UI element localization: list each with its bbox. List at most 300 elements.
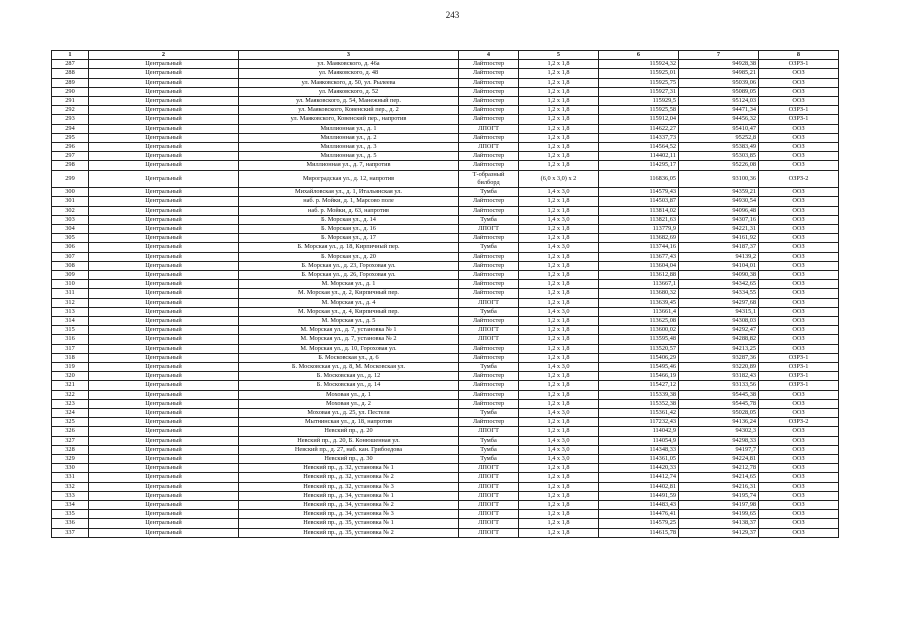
x-coordinate-cell: 114361,05 bbox=[599, 455, 679, 464]
x-coordinate-cell: 114412,74 bbox=[599, 473, 679, 482]
address-cell: Мытнинская ул., д. 18, напротив bbox=[239, 418, 459, 427]
y-coordinate-cell: 94136,24 bbox=[679, 418, 759, 427]
table-row bbox=[52, 197, 839, 206]
y-coordinate-cell: 93220,89 bbox=[679, 363, 759, 372]
table-row bbox=[52, 261, 839, 270]
construction-type-cell: Лайтпостер bbox=[459, 418, 519, 427]
zone-cell: ООЗ bbox=[759, 252, 839, 261]
row-number-cell: 318 bbox=[52, 353, 89, 362]
row-number-cell: 308 bbox=[52, 261, 89, 270]
construction-type-cell: ЛПОГТ bbox=[459, 473, 519, 482]
x-coordinate-cell: 115495,46 bbox=[599, 363, 679, 372]
size-cell: 1,2 х 1,8 bbox=[519, 418, 599, 427]
district-cell: Центральный bbox=[89, 445, 239, 454]
x-coordinate-cell: 113680,32 bbox=[599, 289, 679, 298]
construction-type-cell: Тумба bbox=[459, 436, 519, 445]
zone-cell: ООЗ bbox=[759, 243, 839, 252]
zone-cell: ОЗРЗ-1 bbox=[759, 381, 839, 390]
table-row bbox=[52, 106, 839, 115]
y-coordinate-cell: 94213,25 bbox=[679, 344, 759, 353]
address-cell: Б. Московская ул., д. 6 bbox=[239, 353, 459, 362]
zone-cell: ООЗ bbox=[759, 399, 839, 408]
address-cell: Невский пр., д. 32, установка № 3 bbox=[239, 482, 459, 491]
x-coordinate-cell: 113667,1 bbox=[599, 280, 679, 289]
district-cell: Центральный bbox=[89, 381, 239, 390]
construction-type-cell: Лайтпостер bbox=[459, 133, 519, 142]
district-cell: Центральный bbox=[89, 152, 239, 161]
size-cell: 1,2 х 1,8 bbox=[519, 197, 599, 206]
size-cell: 1,2 х 1,8 bbox=[519, 133, 599, 142]
table-row bbox=[52, 455, 839, 464]
zone-cell: ООЗ bbox=[759, 234, 839, 243]
row-number-cell: 325 bbox=[52, 418, 89, 427]
x-coordinate-cell: 114402,81 bbox=[599, 482, 679, 491]
construction-type-cell: ЛПОГТ bbox=[459, 528, 519, 537]
construction-type-cell: Лайтпостер bbox=[459, 87, 519, 96]
x-coordinate-cell: 115406,29 bbox=[599, 353, 679, 362]
zone-cell: ООЗ bbox=[759, 344, 839, 353]
zone-cell: ООЗ bbox=[759, 97, 839, 106]
row-number-cell: 294 bbox=[52, 124, 89, 133]
table-row bbox=[52, 60, 839, 69]
size-cell: 1,4 х 3,0 bbox=[519, 243, 599, 252]
address-cell: ул. Маяковского, д. 54, Манежный пер. bbox=[239, 97, 459, 106]
construction-type-cell: Лайтпостер bbox=[459, 78, 519, 87]
district-cell: Центральный bbox=[89, 510, 239, 519]
table-header-row bbox=[52, 51, 839, 60]
district-cell: Центральный bbox=[89, 344, 239, 353]
table-row bbox=[52, 161, 839, 170]
x-coordinate-cell: 115924,32 bbox=[599, 60, 679, 69]
size-cell: 1,2 х 1,8 bbox=[519, 106, 599, 115]
size-cell: 1,2 х 1,8 bbox=[519, 316, 599, 325]
y-coordinate-cell: 94297,68 bbox=[679, 298, 759, 307]
zone-cell: ООЗ bbox=[759, 455, 839, 464]
row-number-cell: 323 bbox=[52, 399, 89, 408]
address-cell: Моховая ул., д. 2 bbox=[239, 399, 459, 408]
construction-type-cell: ЛПОГТ bbox=[459, 298, 519, 307]
address-cell: Моховая ул., д. 25, ул. Пестеля bbox=[239, 409, 459, 418]
size-cell: 1,2 х 1,8 bbox=[519, 270, 599, 279]
row-number-cell: 307 bbox=[52, 252, 89, 261]
address-cell: Невский пр., д. 20, Б. Конюшенная ул. bbox=[239, 436, 459, 445]
column-header: 6 bbox=[599, 51, 679, 60]
construction-type-cell: ЛПОГТ bbox=[459, 335, 519, 344]
x-coordinate-cell: 113779,9 bbox=[599, 224, 679, 233]
x-coordinate-cell: 113677,43 bbox=[599, 252, 679, 261]
table-row bbox=[52, 133, 839, 142]
table-row bbox=[52, 252, 839, 261]
table-row bbox=[52, 510, 839, 519]
size-cell: 1,2 х 1,8 bbox=[519, 206, 599, 215]
district-cell: Центральный bbox=[89, 418, 239, 427]
size-cell: 1,2 х 1,8 bbox=[519, 78, 599, 87]
row-number-cell: 300 bbox=[52, 188, 89, 197]
y-coordinate-cell: 94129,37 bbox=[679, 528, 759, 537]
table-row bbox=[52, 87, 839, 96]
x-coordinate-cell: 113520,57 bbox=[599, 344, 679, 353]
row-number-cell: 334 bbox=[52, 501, 89, 510]
construction-type-cell: ЛПОГТ bbox=[459, 491, 519, 500]
construction-type-cell: Лайтпостер bbox=[459, 60, 519, 69]
x-coordinate-cell: 115925,01 bbox=[599, 69, 679, 78]
district-cell: Центральный bbox=[89, 280, 239, 289]
row-number-cell: 322 bbox=[52, 390, 89, 399]
x-coordinate-cell: 114348,33 bbox=[599, 445, 679, 454]
table-row bbox=[52, 152, 839, 161]
y-coordinate-cell: 94302,3 bbox=[679, 427, 759, 436]
size-cell: 1,2 х 1,8 bbox=[519, 261, 599, 270]
zone-cell: ООЗ bbox=[759, 335, 839, 344]
district-cell: Центральный bbox=[89, 87, 239, 96]
table-row bbox=[52, 115, 839, 124]
row-number-cell: 292 bbox=[52, 106, 89, 115]
construction-type-cell: Лайтпостер bbox=[459, 270, 519, 279]
row-number-cell: 310 bbox=[52, 280, 89, 289]
construction-type-cell: Лайтпостер bbox=[459, 381, 519, 390]
x-coordinate-cell: 114337,73 bbox=[599, 133, 679, 142]
y-coordinate-cell: 95303,85 bbox=[679, 152, 759, 161]
address-cell: Мироградская ул., д. 12, напротив bbox=[239, 170, 459, 188]
address-cell: Б. Морская ул., д. 16 bbox=[239, 224, 459, 233]
size-cell: 1,2 х 1,8 bbox=[519, 152, 599, 161]
district-cell: Центральный bbox=[89, 161, 239, 170]
district-cell: Центральный bbox=[89, 399, 239, 408]
y-coordinate-cell: 93100,36 bbox=[679, 170, 759, 188]
table-row bbox=[52, 188, 839, 197]
address-cell: Миллионная ул., д. 7, напротив bbox=[239, 161, 459, 170]
row-number-cell: 311 bbox=[52, 289, 89, 298]
size-cell: 1,2 х 1,8 bbox=[519, 124, 599, 133]
y-coordinate-cell: 94471,34 bbox=[679, 106, 759, 115]
table-row bbox=[52, 124, 839, 133]
district-cell: Центральный bbox=[89, 335, 239, 344]
x-coordinate-cell: 114615,78 bbox=[599, 528, 679, 537]
y-coordinate-cell: 94090,38 bbox=[679, 270, 759, 279]
x-coordinate-cell: 114564,52 bbox=[599, 143, 679, 152]
zone-cell: ООЗ bbox=[759, 206, 839, 215]
row-number-cell: 324 bbox=[52, 409, 89, 418]
construction-type-cell: ЛПОГТ bbox=[459, 519, 519, 528]
size-cell: 1,2 х 1,8 bbox=[519, 501, 599, 510]
construction-type-cell: Лайтпостер bbox=[459, 261, 519, 270]
construction-type-cell: Лайтпостер bbox=[459, 97, 519, 106]
size-cell: 1,2 х 1,8 bbox=[519, 510, 599, 519]
construction-type-cell: Лайтпостер bbox=[459, 197, 519, 206]
table-row bbox=[52, 501, 839, 510]
row-number-cell: 313 bbox=[52, 307, 89, 316]
district-cell: Центральный bbox=[89, 188, 239, 197]
y-coordinate-cell: 94199,65 bbox=[679, 510, 759, 519]
zone-cell: ООЗ bbox=[759, 133, 839, 142]
size-cell: 1,4 х 3,0 bbox=[519, 409, 599, 418]
district-cell: Центральный bbox=[89, 482, 239, 491]
x-coordinate-cell: 113744,16 bbox=[599, 243, 679, 252]
district-cell: Центральный bbox=[89, 243, 239, 252]
row-number-cell: 297 bbox=[52, 152, 89, 161]
size-cell: 1,4 х 3,0 bbox=[519, 188, 599, 197]
zone-cell: ООЗ bbox=[759, 289, 839, 298]
size-cell: 1,2 х 1,8 bbox=[519, 427, 599, 436]
table-row bbox=[52, 143, 839, 152]
x-coordinate-cell: 115427,12 bbox=[599, 381, 679, 390]
size-cell: 1,2 х 1,8 bbox=[519, 528, 599, 537]
district-cell: Центральный bbox=[89, 427, 239, 436]
table-row bbox=[52, 363, 839, 372]
column-header: 3 bbox=[239, 51, 459, 60]
size-cell: 1,4 х 3,0 bbox=[519, 215, 599, 224]
district-cell: Центральный bbox=[89, 436, 239, 445]
construction-type-cell: Тумба bbox=[459, 445, 519, 454]
construction-type-cell: Тумба bbox=[459, 455, 519, 464]
x-coordinate-cell: 113639,45 bbox=[599, 298, 679, 307]
size-cell: 1,2 х 1,8 bbox=[519, 353, 599, 362]
size-cell: 1,4 х 3,0 bbox=[519, 455, 599, 464]
column-header: 4 bbox=[459, 51, 519, 60]
table-row bbox=[52, 344, 839, 353]
district-cell: Центральный bbox=[89, 289, 239, 298]
table-row bbox=[52, 316, 839, 325]
y-coordinate-cell: 94214,65 bbox=[679, 473, 759, 482]
table-row bbox=[52, 436, 839, 445]
y-coordinate-cell: 94359,21 bbox=[679, 188, 759, 197]
address-cell: Невский пр., д. 32, установка № 1 bbox=[239, 464, 459, 473]
zone-cell: ООЗ bbox=[759, 464, 839, 473]
construction-type-cell: Лайтпостер bbox=[459, 316, 519, 325]
x-coordinate-cell: 114491,59 bbox=[599, 491, 679, 500]
table-row bbox=[52, 427, 839, 436]
address-cell: Невский пр., д. 30 bbox=[239, 455, 459, 464]
size-cell: 1,2 х 1,8 bbox=[519, 280, 599, 289]
address-cell: М. Морская ул., д. 4, Кирпичный пер. bbox=[239, 307, 459, 316]
address-cell: Б. Морская ул., д. 14 bbox=[239, 215, 459, 224]
y-coordinate-cell: 95410,47 bbox=[679, 124, 759, 133]
district-cell: Центральный bbox=[89, 143, 239, 152]
size-cell: 1,2 х 1,8 bbox=[519, 224, 599, 233]
y-coordinate-cell: 95383,49 bbox=[679, 143, 759, 152]
table-row bbox=[52, 206, 839, 215]
district-cell: Центральный bbox=[89, 455, 239, 464]
y-coordinate-cell: 94288,82 bbox=[679, 335, 759, 344]
construction-type-cell: Лайтпостер bbox=[459, 372, 519, 381]
row-number-cell: 315 bbox=[52, 326, 89, 335]
zone-cell: ОЗРЗ-1 bbox=[759, 115, 839, 124]
district-cell: Центральный bbox=[89, 69, 239, 78]
y-coordinate-cell: 94096,48 bbox=[679, 206, 759, 215]
district-cell: Центральный bbox=[89, 106, 239, 115]
row-number-cell: 293 bbox=[52, 115, 89, 124]
y-coordinate-cell: 93133,56 bbox=[679, 381, 759, 390]
address-cell: М. Морская ул., д. 5 bbox=[239, 316, 459, 325]
zone-cell: ОЗРЗ-2 bbox=[759, 418, 839, 427]
table-row bbox=[52, 298, 839, 307]
zone-cell: ООЗ bbox=[759, 519, 839, 528]
district-cell: Центральный bbox=[89, 270, 239, 279]
district-cell: Центральный bbox=[89, 491, 239, 500]
district-cell: Центральный bbox=[89, 261, 239, 270]
row-number-cell: 301 bbox=[52, 197, 89, 206]
row-number-cell: 287 bbox=[52, 60, 89, 69]
x-coordinate-cell: 114483,43 bbox=[599, 501, 679, 510]
address-cell: М. Морская ул., д. 7, установка № 2 bbox=[239, 335, 459, 344]
zone-cell: ООЗ bbox=[759, 124, 839, 133]
district-cell: Центральный bbox=[89, 372, 239, 381]
zone-cell: ООЗ bbox=[759, 161, 839, 170]
zone-cell: ООЗ bbox=[759, 326, 839, 335]
size-cell: 1,2 х 1,8 bbox=[519, 289, 599, 298]
table-row bbox=[52, 234, 839, 243]
construction-type-cell: Лайтпостер bbox=[459, 252, 519, 261]
size-cell: 1,2 х 1,8 bbox=[519, 390, 599, 399]
address-cell: ул. Маяковского, д. 48 bbox=[239, 69, 459, 78]
size-cell: 1,2 х 1,8 bbox=[519, 491, 599, 500]
address-cell: ул. Маяковского, Ковенский пер., напротив bbox=[239, 115, 459, 124]
address-cell: наб. р. Мойки, д. 1, Марсово поле bbox=[239, 197, 459, 206]
zone-cell: ООЗ bbox=[759, 69, 839, 78]
row-number-cell: 321 bbox=[52, 381, 89, 390]
size-cell: 1,2 х 1,8 bbox=[519, 519, 599, 528]
construction-type-cell: Лайтпостер bbox=[459, 399, 519, 408]
zone-cell: ООЗ bbox=[759, 409, 839, 418]
x-coordinate-cell: 117232,43 bbox=[599, 418, 679, 427]
y-coordinate-cell: 94928,38 bbox=[679, 60, 759, 69]
address-cell: Б. Московская ул., д. 14 bbox=[239, 381, 459, 390]
district-cell: Центральный bbox=[89, 528, 239, 537]
table-row bbox=[52, 473, 839, 482]
district-cell: Центральный bbox=[89, 224, 239, 233]
table-row bbox=[52, 390, 839, 399]
x-coordinate-cell: 113682,69 bbox=[599, 234, 679, 243]
x-coordinate-cell: 114579,25 bbox=[599, 519, 679, 528]
row-number-cell: 295 bbox=[52, 133, 89, 142]
district-cell: Центральный bbox=[89, 519, 239, 528]
x-coordinate-cell: 113595,48 bbox=[599, 335, 679, 344]
y-coordinate-cell: 94138,37 bbox=[679, 519, 759, 528]
row-number-cell: 296 bbox=[52, 143, 89, 152]
zone-cell: ОЗРЗ-1 bbox=[759, 372, 839, 381]
page-number: 243 bbox=[445, 10, 460, 20]
district-cell: Центральный bbox=[89, 501, 239, 510]
y-coordinate-cell: 93182,43 bbox=[679, 372, 759, 381]
zone-cell: ООЗ bbox=[759, 270, 839, 279]
construction-type-cell: Лайтпостер bbox=[459, 152, 519, 161]
address-cell: Б. Морская ул., д. 26, Гороховая ул. bbox=[239, 270, 459, 279]
address-cell: ул. Маяковского, д. 52 bbox=[239, 87, 459, 96]
y-coordinate-cell: 94930,54 bbox=[679, 197, 759, 206]
table-row bbox=[52, 464, 839, 473]
district-cell: Центральный bbox=[89, 124, 239, 133]
column-header: 8 bbox=[759, 51, 839, 60]
construction-type-cell: Лайтпостер bbox=[459, 106, 519, 115]
y-coordinate-cell: 94104,01 bbox=[679, 261, 759, 270]
address-cell: Миллионная ул., д. 1 bbox=[239, 124, 459, 133]
address-cell: ул. Маяковского, д. 50, ул. Рылеева bbox=[239, 78, 459, 87]
y-coordinate-cell: 94334,55 bbox=[679, 289, 759, 298]
table-row bbox=[52, 519, 839, 528]
district-cell: Центральный bbox=[89, 206, 239, 215]
table-row bbox=[52, 270, 839, 279]
y-coordinate-cell: 95445,78 bbox=[679, 399, 759, 408]
district-cell: Центральный bbox=[89, 307, 239, 316]
address-cell: Невский пр., д. 32, установка № 2 bbox=[239, 473, 459, 482]
row-number-cell: 291 bbox=[52, 97, 89, 106]
address-cell: наб. р. Мойки, д. 63, напротив bbox=[239, 206, 459, 215]
y-coordinate-cell: 94197,98 bbox=[679, 501, 759, 510]
address-cell: М. Морская ул., д. 2, Кирпичный пер. bbox=[239, 289, 459, 298]
x-coordinate-cell: 115912,04 bbox=[599, 115, 679, 124]
y-coordinate-cell: 95028,05 bbox=[679, 409, 759, 418]
size-cell: 1,2 х 1,8 bbox=[519, 115, 599, 124]
table-row bbox=[52, 215, 839, 224]
table-row bbox=[52, 97, 839, 106]
size-cell: 1,4 х 3,0 bbox=[519, 363, 599, 372]
x-coordinate-cell: 115352,38 bbox=[599, 399, 679, 408]
table-row bbox=[52, 326, 839, 335]
address-cell: Миллионная ул., д. 2 bbox=[239, 133, 459, 142]
address-cell: Невский пр., д. 34, установка № 2 bbox=[239, 501, 459, 510]
construction-type-cell: Лайтпостер bbox=[459, 234, 519, 243]
zone-cell: ООЗ bbox=[759, 510, 839, 519]
district-cell: Центральный bbox=[89, 316, 239, 325]
x-coordinate-cell: 115925,58 bbox=[599, 106, 679, 115]
size-cell: 1,2 х 1,8 bbox=[519, 60, 599, 69]
size-cell: 1,2 х 1,8 bbox=[519, 298, 599, 307]
district-cell: Центральный bbox=[89, 170, 239, 188]
construction-type-cell: ЛПОГТ bbox=[459, 326, 519, 335]
x-coordinate-cell: 115929,5 bbox=[599, 97, 679, 106]
zone-cell: ООЗ bbox=[759, 501, 839, 510]
x-coordinate-cell: 114476,41 bbox=[599, 510, 679, 519]
zone-cell: ООЗ bbox=[759, 390, 839, 399]
district-cell: Центральный bbox=[89, 197, 239, 206]
address-cell: ул. Маяковского, Ковенский пер., д. 2 bbox=[239, 106, 459, 115]
table-row bbox=[52, 445, 839, 454]
row-number-cell: 328 bbox=[52, 445, 89, 454]
district-cell: Центральный bbox=[89, 409, 239, 418]
row-number-cell: 305 bbox=[52, 234, 89, 243]
row-number-cell: 335 bbox=[52, 510, 89, 519]
construction-type-cell: Т-образный билборд bbox=[459, 170, 519, 188]
zone-cell: ООЗ bbox=[759, 87, 839, 96]
x-coordinate-cell: 113661,4 bbox=[599, 307, 679, 316]
construction-type-cell: Тумба bbox=[459, 409, 519, 418]
row-number-cell: 317 bbox=[52, 344, 89, 353]
construction-type-cell: ЛПОГТ bbox=[459, 143, 519, 152]
address-cell: Б. Московская ул., д. 12 bbox=[239, 372, 459, 381]
construction-type-cell: Тумба bbox=[459, 215, 519, 224]
address-cell: М. Морская ул., д. 7, установка № 1 bbox=[239, 326, 459, 335]
zone-cell: ООЗ bbox=[759, 188, 839, 197]
y-coordinate-cell: 94342,65 bbox=[679, 280, 759, 289]
y-coordinate-cell: 93287,36 bbox=[679, 353, 759, 362]
address-cell: Михайловская ул., д. 1, Итальянская ул. bbox=[239, 188, 459, 197]
row-number-cell: 289 bbox=[52, 78, 89, 87]
district-cell: Центральный bbox=[89, 326, 239, 335]
zone-cell: ОЗРЗ-2 bbox=[759, 170, 839, 188]
address-cell: Невский пр., д. 35, установка № 2 bbox=[239, 528, 459, 537]
address-cell: М. Морская ул., д. 10, Гороховая ул. bbox=[239, 344, 459, 353]
district-cell: Центральный bbox=[89, 353, 239, 362]
zone-cell: ООЗ bbox=[759, 143, 839, 152]
construction-type-cell: ЛПОГТ bbox=[459, 464, 519, 473]
district-cell: Центральный bbox=[89, 464, 239, 473]
row-number-cell: 331 bbox=[52, 473, 89, 482]
address-cell: Невский пр., д. 20 bbox=[239, 427, 459, 436]
size-cell: 1,2 х 1,8 bbox=[519, 234, 599, 243]
row-number-cell: 309 bbox=[52, 270, 89, 279]
y-coordinate-cell: 94315,1 bbox=[679, 307, 759, 316]
row-number-cell: 319 bbox=[52, 363, 89, 372]
